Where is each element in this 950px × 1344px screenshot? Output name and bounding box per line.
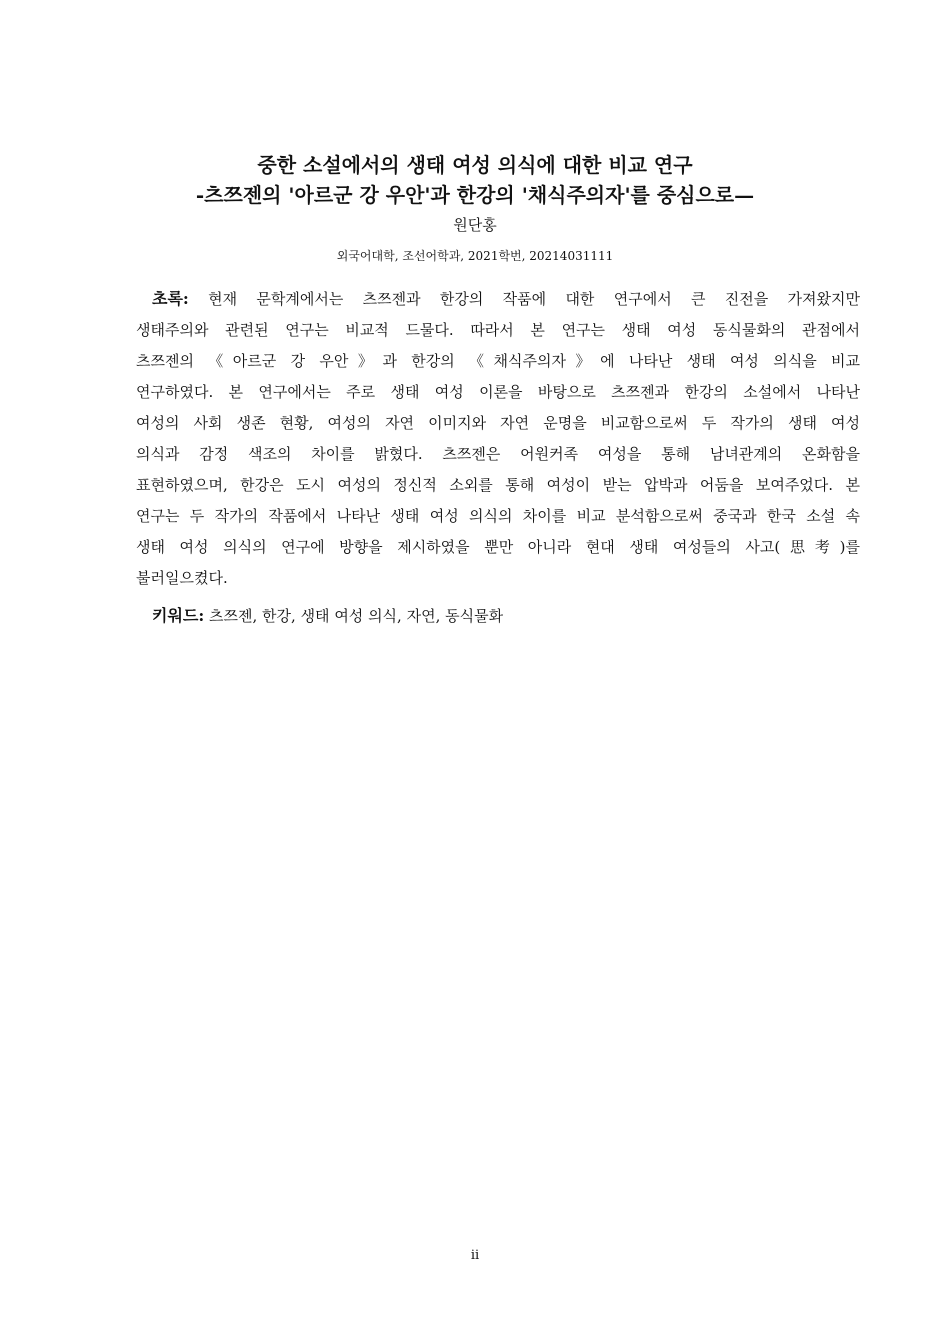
paper-subtitle: -츠쯔젠의 '아르군 강 우안'과 한강의 '채식주의자'를 중심으로— bbox=[195, 183, 755, 207]
abstract-line: 연구하였다. 본 연구에서는 주로 생태 여성 이론을 바탕으로 츠쯔젠과 한강의 소설에서 나타난 bbox=[136, 383, 860, 401]
page-number: ii bbox=[470, 1248, 480, 1263]
abstract-line: 표현하였으며, 한강은 도시 여성의 정신적 소외를 통해 여성이 받는 압박과 어둠을 보여주었다. 본 bbox=[136, 476, 860, 494]
keywords-label: 키워드: bbox=[152, 606, 205, 625]
paper-title: 중한 소설에서의 생태 여성 의식에 대한 비교 연구 bbox=[257, 153, 693, 177]
abstract bbox=[136, 283, 860, 594]
abstract-label: 초록: bbox=[152, 289, 189, 308]
author-name: 원단홍 bbox=[453, 216, 497, 234]
abstract-text: 현재 문학계에서는 츠쯔젠과 한강의 작품에 대한 연구에서 큰 진전을 가져왔지만 bbox=[188, 290, 860, 308]
author-affiliation: 외국어대학, 조선어학과, 2021학번, 20214031111 bbox=[336, 249, 614, 263]
abstract-line: 불러일으켰다. bbox=[136, 569, 228, 587]
abstract-line: 생태 여성 의식의 연구에 방향을 제시하였을 뿐만 아니라 현대 생태 여성들의 사고(思考)를 bbox=[136, 538, 860, 556]
abstract-line: 츠쯔젠의 《아르군 강 우안》과 한강의 《채식주의자》에 나타난 생태 여성 의식을 비교 bbox=[136, 352, 860, 370]
keywords bbox=[152, 600, 860, 632]
abstract-line: 연구는 두 작가의 작품에서 나타난 생태 여성 의식의 차이를 비교 분석함으로써 중국과 한국 소설 속 bbox=[136, 507, 860, 525]
abstract-line: 의식과 감정 색조의 차이를 밝혔다. 츠쯔젠은 어원커족 여성을 통해 남녀관계의 온화함을 bbox=[136, 445, 860, 463]
title-block bbox=[0, 150, 950, 266]
abstract-line: 생태주의와 관련된 연구는 비교적 드물다. 따라서 본 연구는 생태 여성 동식물화의 관점에서 bbox=[136, 321, 860, 339]
abstract-line: 여성의 사회 생존 현황, 여성의 자연 이미지와 자연 운명을 비교함으로써 두 작가의 생태 여성 bbox=[136, 414, 860, 432]
abstract-line bbox=[136, 283, 860, 315]
keywords-text: 츠쯔젠, 한강, 생태 여성 의식, 자연, 동식물화 bbox=[204, 607, 504, 625]
